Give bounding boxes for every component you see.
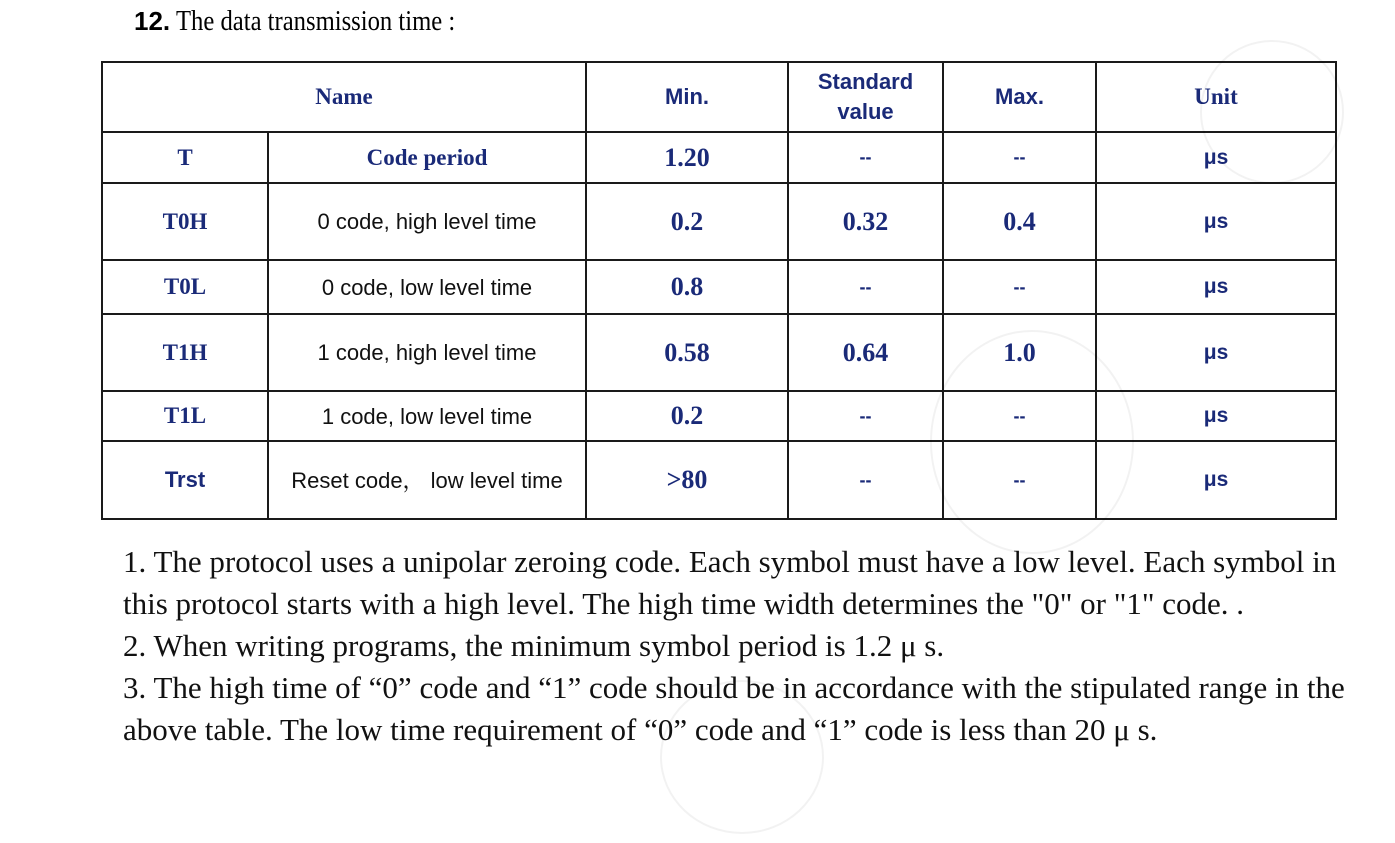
cell-standard: -- (788, 391, 943, 441)
timing-table (101, 61, 1337, 520)
cell-max: -- (943, 132, 1096, 183)
section-number: 12. (134, 6, 171, 36)
header-unit: Unit (1096, 62, 1336, 132)
cell-min: 0.2 (586, 391, 788, 441)
cell-description: 0 code, high level time (268, 183, 586, 260)
cell-description: 0 code, low level time (268, 260, 586, 314)
header-name: Name (102, 62, 586, 132)
cell-description: Reset code， low level time (268, 441, 586, 519)
header-max: Max. (943, 62, 1096, 132)
cell-description: 1 code, high level time (268, 314, 586, 391)
cell-min: 0.2 (586, 183, 788, 260)
header-standard: Standard value (788, 62, 943, 132)
cell-symbol: T0L (102, 260, 268, 314)
cell-description: 1 code, low level time (268, 391, 586, 441)
cell-symbol: T1H (102, 314, 268, 391)
table-row (102, 314, 1336, 391)
cell-standard: 0.64 (788, 314, 943, 391)
cell-max: 1.0 (943, 314, 1096, 391)
cell-unit: μs (1096, 183, 1336, 260)
cell-standard: 0.32 (788, 183, 943, 260)
cell-min: 0.8 (586, 260, 788, 314)
cell-standard: -- (788, 260, 943, 314)
cell-unit: μs (1096, 260, 1336, 314)
cell-max: -- (943, 260, 1096, 314)
cell-unit: μs (1096, 391, 1336, 441)
cell-description: Code period (268, 132, 586, 183)
cell-max: -- (943, 391, 1096, 441)
table-row (102, 183, 1336, 260)
header-min: Min. (586, 62, 788, 132)
cell-symbol: T1L (102, 391, 268, 441)
table-row (102, 260, 1336, 314)
table-row (102, 132, 1336, 183)
section-title: The data transmission time : (176, 6, 456, 37)
cell-symbol: Trst (102, 441, 268, 519)
cell-standard: -- (788, 132, 943, 183)
cell-max: 0.4 (943, 183, 1096, 260)
cell-symbol: T0H (102, 183, 268, 260)
table-row (102, 441, 1336, 519)
note-1: 1. The protocol uses a unipolar zeroing code. Each symbol must have a low level. Each symbol in this protocol starts with a high level. The high time width determines the "0" or "1" code. . (123, 544, 1337, 621)
cell-min: 0.58 (586, 314, 788, 391)
cell-unit: μs (1096, 314, 1336, 391)
cell-unit: μs (1096, 132, 1336, 183)
cell-standard: -- (788, 441, 943, 519)
notes-section (123, 541, 1353, 751)
note-2: 2. When writing programs, the minimum symbol period is 1.2 μ s. (123, 628, 945, 663)
cell-unit: μs (1096, 441, 1336, 519)
cell-min: >80 (586, 441, 788, 519)
cell-symbol: T (102, 132, 268, 183)
cell-min: 1.20 (586, 132, 788, 183)
table-header-row (102, 62, 1336, 132)
table-row (102, 391, 1336, 441)
cell-max: -- (943, 441, 1096, 519)
note-3: 3. The high time of “0” code and “1” code should be in accordance with the stipulated range in the above table. The low time requirement of “0” code and “1” code is less than 20 μ s. (123, 670, 1345, 747)
section-heading (134, 6, 493, 38)
